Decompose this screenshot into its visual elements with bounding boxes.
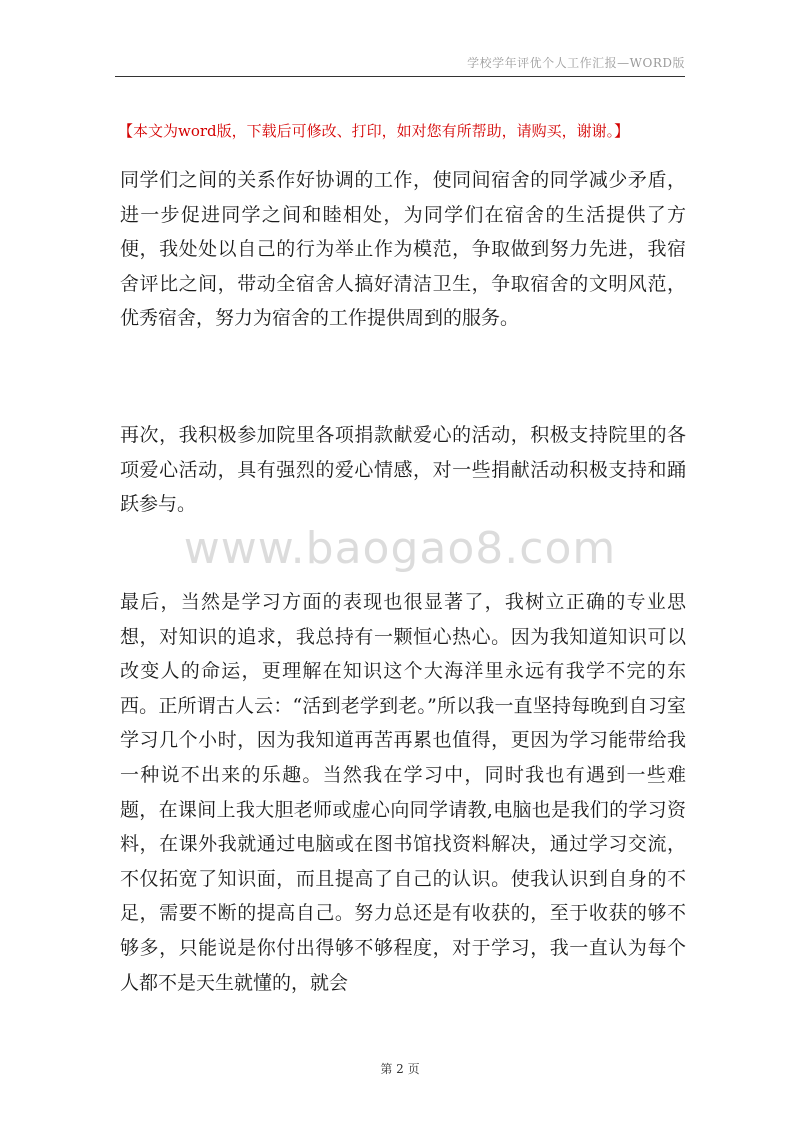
paragraph-charity: 再次，我积极参加院里各项捐款献爱心的活动，积极支持院里的各项爱心活动，具有强烈的爱心情感，对一些捐献活动积极支持和踊跃参与。 [120, 424, 686, 516]
page-header [115, 52, 685, 77]
paragraph-study: 最后，当然是学习方面的表现也很显著了，我树立正确的专业思想，对知识的追求，我总持有一颗恒心热心。因为我知道知识可以改变人的命运，更理解在知识这个大海洋里永远有我学不完的东西。正所谓古人云：“活到老学到老。”所以我一直坚持每晚到自习室学习几个小时，因为我知道再苦再累也值得，更因为学习能带给我一种说不出来的乐趣。当然我在学习中，同时我也有遇到一些难题，在课间上我大胆老师或虚心向同学请教,电脑也是我们的学习资料，在课外我就通过电脑或在图书馆找资料解决，通过学习交流，不仅拓宽了知识面，而且提高了自己的认识。使我认识到自身的不足，需要不断的提高自己。努力总还是有收获的，至于收获的够不够多，只能说是你付出得够不够程度，对于学习，我一直认为每个人都不是天生就懂的，就会 [120, 591, 686, 994]
watermark: www.baogao8.com [183, 523, 617, 574]
header-title: 学校学年评优个人工作汇报—WORD版 [467, 56, 685, 70]
purchase-notice: 【本文为word版，下载后可修改、打印，如对您有所帮助，请购买，谢谢。】 [118, 122, 630, 140]
paragraph-dormitory: 同学们之间的关系作好协调的工作，使同间宿舍的同学减少矛盾，进一步促进同学之间和睦相处，为同学们在宿舍的生活提供了方便，我处处以自己的行为举止作为模范，争取做到努力先进，我宿舍评比之间，带动全宿舍人搞好清洁卫生，争取宿舍的文明风范，优秀宿舍，努力为宿舍的工作提供周到的服务。 [120, 169, 686, 330]
page-number: 第 2 页 [380, 1062, 420, 1076]
